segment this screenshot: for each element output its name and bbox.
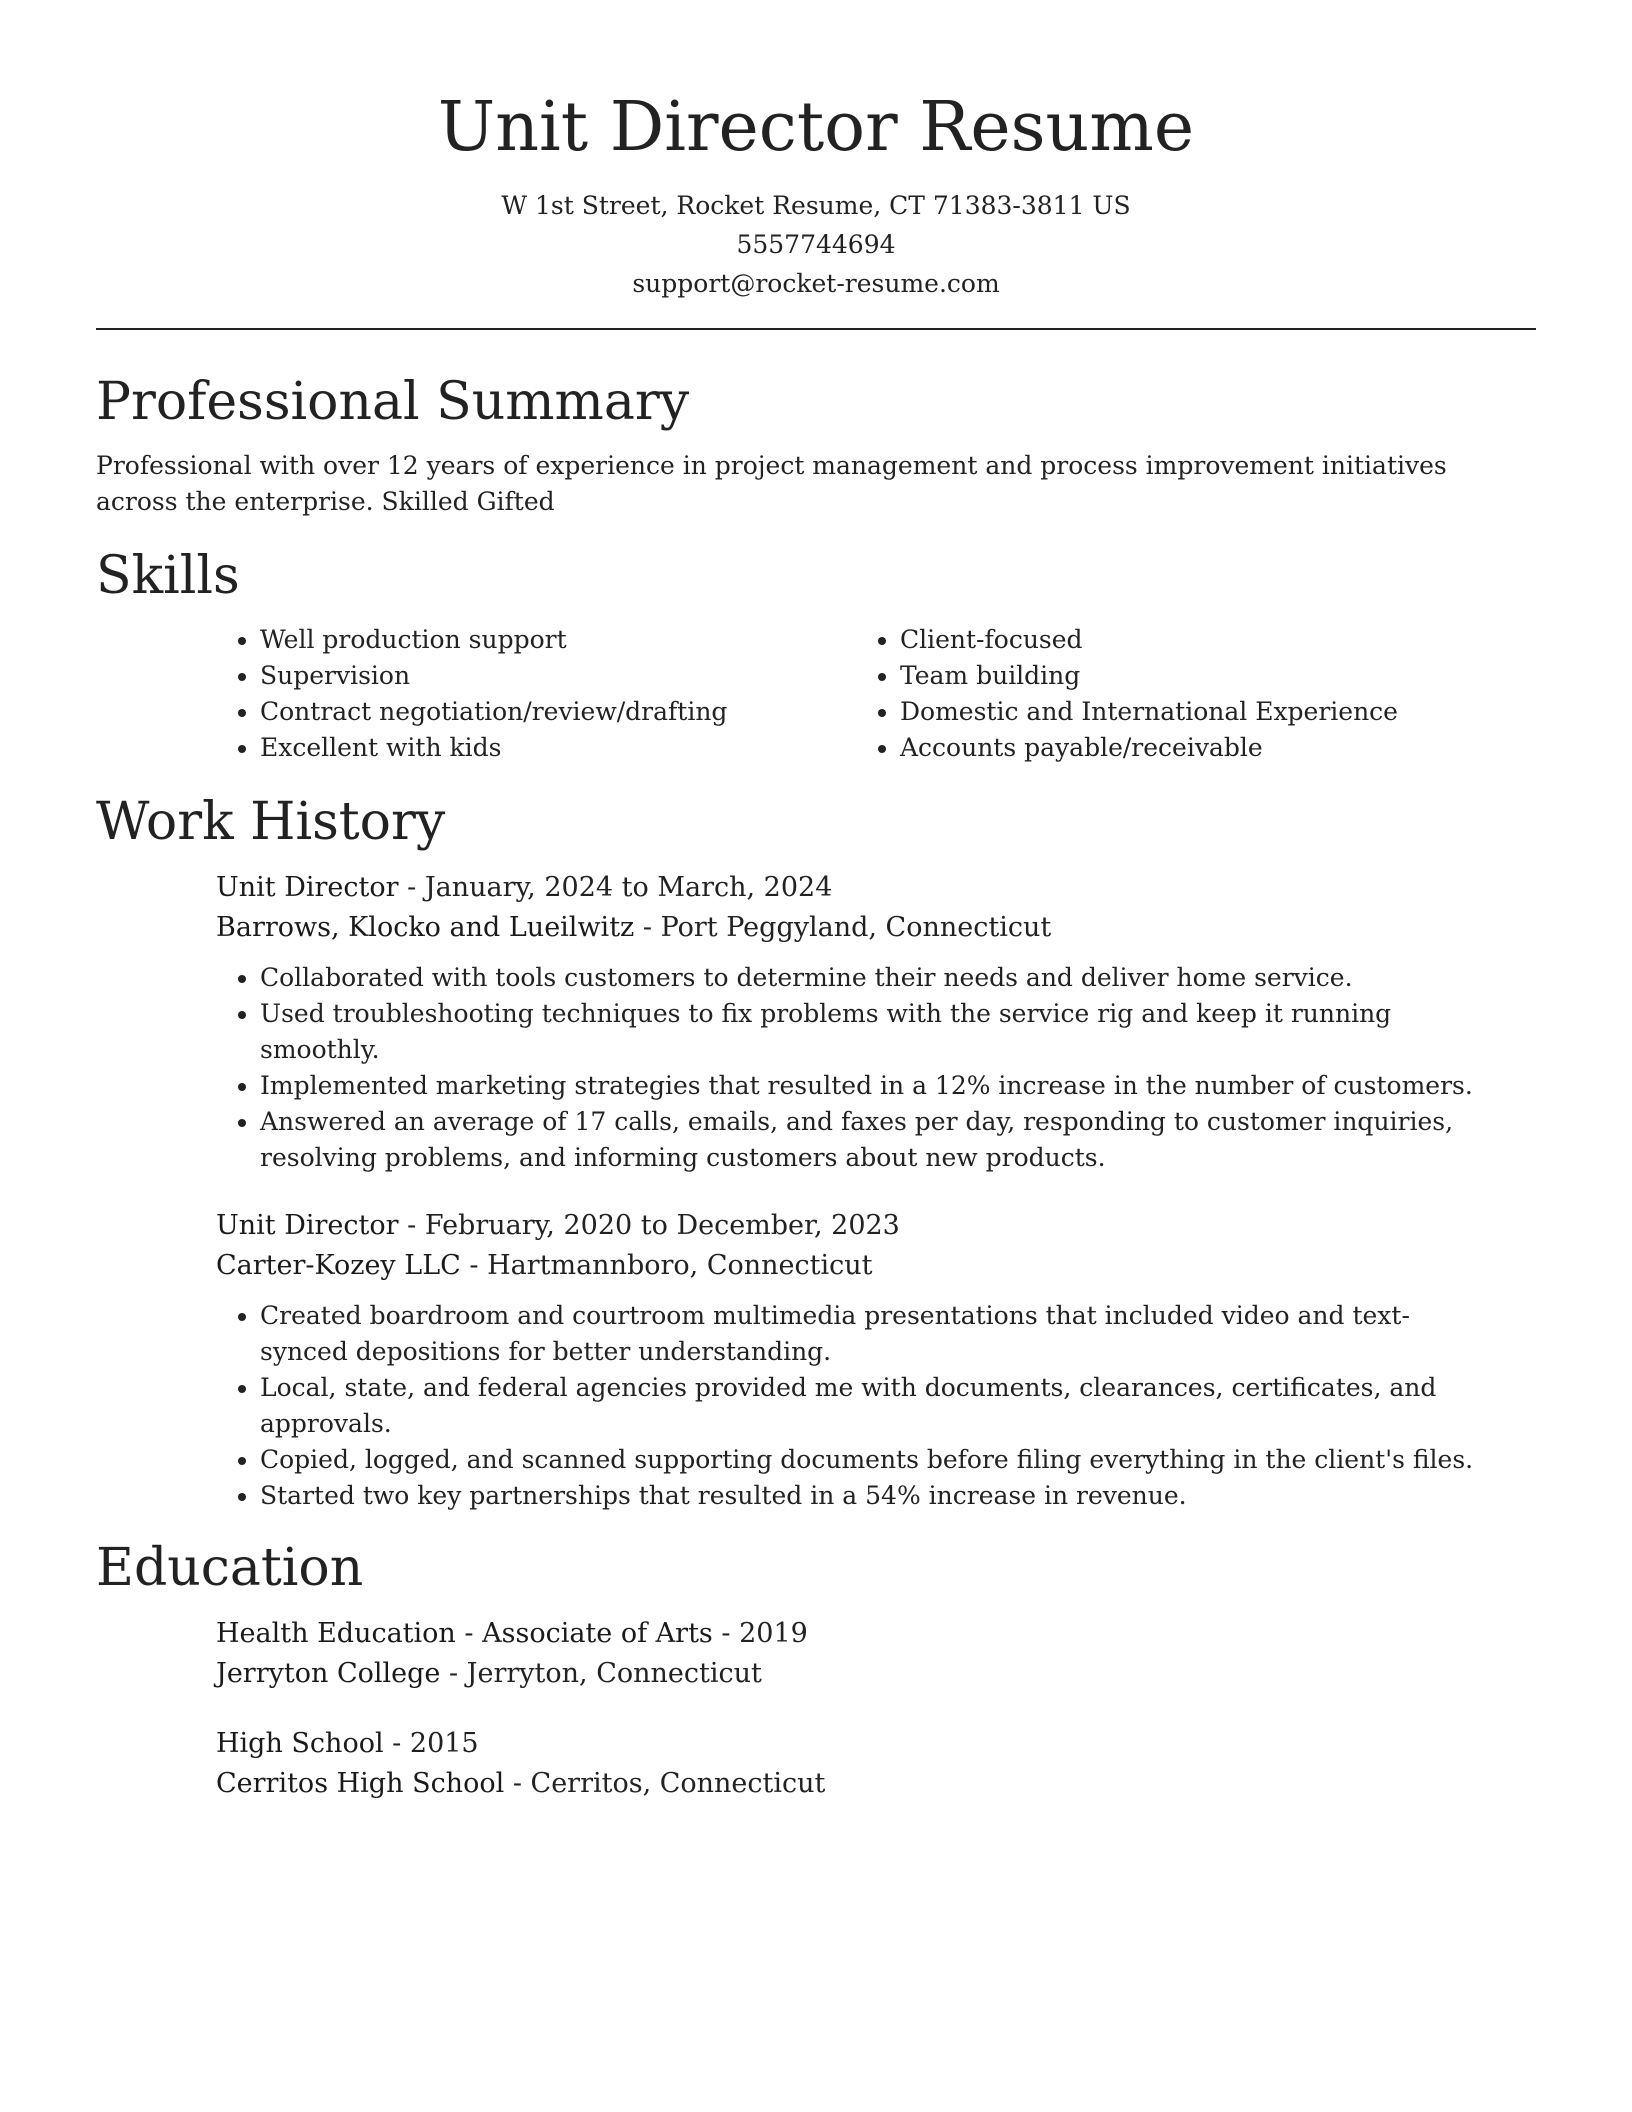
job-company-line: Barrows, Klocko and Lueilwitz - Port Peggyland, Connecticut — [216, 912, 1052, 943]
resume-header — [96, 0, 1536, 303]
resume-page — [96, 0, 1536, 1804]
education-field: Health Education — [216, 1618, 456, 1649]
job-bullet: • Created boardroom and courtroom multimedia presentations that included video and text-synced depositions for better understanding. — [260, 1298, 1496, 1370]
job-company-line: Carter-Kozey LLC - Hartmannboro, Connecticut — [216, 1250, 873, 1281]
education-section — [96, 1534, 1536, 1804]
job-location: Port Peggyland, Connecticut — [660, 912, 1052, 943]
skill-item: • Client-focused — [900, 622, 1496, 658]
job-bullet: • Collaborated with tools customers to determine their needs and deliver home service. — [260, 960, 1496, 996]
job-dates: February, 2020 to December, 2023 — [424, 1210, 900, 1241]
education-degree: High School — [216, 1728, 384, 1759]
work-history-heading: Work History — [96, 792, 446, 852]
contact-block — [96, 186, 1536, 303]
job-bullet: • Started two key partnerships that resulted in a 54% increase in revenue. — [260, 1478, 1496, 1514]
job-entry — [216, 868, 1496, 1176]
skills-section — [96, 542, 1536, 766]
job-bullet: • Answered an average of 17 calls, emails, and faxes per day, responding to customer inquiries, resolving problems, and informing customers about new products. — [260, 1104, 1496, 1176]
education-heading: Education — [96, 1538, 364, 1598]
education-entry — [216, 1614, 1496, 1694]
skills-grid — [216, 622, 1496, 766]
skill-item: • Supervision — [260, 658, 856, 694]
skills-list-left — [216, 622, 856, 766]
summary-text: Professional with over 12 years of experience in project management and process improvement initiatives across the enterprise. Skilled Gifted — [96, 451, 1447, 516]
education-year: 2019 — [739, 1618, 808, 1649]
job-bullets — [216, 1298, 1496, 1514]
education-location: Jerryton, Connecticut — [466, 1658, 762, 1689]
job-title-line: Unit Director - January, 2024 to March, 2024 — [216, 872, 833, 903]
skill-item: • Contract negotiation/review/drafting — [260, 694, 856, 730]
summary-section — [96, 368, 1536, 520]
job-entry — [216, 1206, 1496, 1514]
job-bullet: • Implemented marketing strategies that resulted in a 12% increase in the number of customers. — [260, 1068, 1496, 1104]
skills-list-right — [856, 622, 1496, 766]
contact-email: support@rocket-resume.com — [632, 269, 1000, 298]
job-location: Hartmannboro, Connecticut — [487, 1250, 873, 1281]
contact-address: W 1st Street, Rocket Resume, CT 71383-3811 US — [501, 191, 1131, 220]
education-degree-line: High School - 2015 — [216, 1728, 479, 1759]
job-bullets — [216, 960, 1496, 1176]
job-company: Barrows, Klocko and Lueilwitz — [216, 912, 635, 943]
job-dates: January, 2024 to March, 2024 — [424, 872, 833, 903]
skill-item: • Excellent with kids — [260, 730, 856, 766]
job-company: Carter-Kozey LLC — [216, 1250, 461, 1281]
education-degree-line: Health Education - Associate of Arts - 2019 — [216, 1618, 808, 1649]
job-title: Unit Director — [216, 872, 399, 903]
skill-item: • Domestic and International Experience — [900, 694, 1496, 730]
job-title-line: Unit Director - February, 2020 to December, 2023 — [216, 1210, 900, 1241]
education-school: Cerritos High School — [216, 1768, 505, 1799]
education-degree: Associate of Arts — [482, 1618, 713, 1649]
header-divider — [96, 328, 1536, 330]
skill-item: • Well production support — [260, 622, 856, 658]
job-bullet: • Used troubleshooting techniques to fix problems with the service rig and keep it running smoothly. — [260, 996, 1496, 1068]
resume-title: Unit Director Resume — [437, 88, 1195, 167]
education-year: 2015 — [409, 1728, 479, 1759]
education-school: Jerryton College — [216, 1658, 441, 1689]
skill-item: • Team building — [900, 658, 1496, 694]
education-school-line: Jerryton College - Jerryton, Connecticut — [216, 1658, 762, 1689]
contact-phone: 5557744694 — [736, 230, 896, 259]
education-school-line: Cerritos High School - Cerritos, Connecticut — [216, 1768, 826, 1799]
job-title: Unit Director — [216, 1210, 399, 1241]
job-bullet: • Local, state, and federal agencies provided me with documents, clearances, certificates, and approvals. — [260, 1370, 1496, 1442]
work-history-section — [96, 788, 1536, 1514]
skills-heading: Skills — [96, 546, 240, 606]
education-entry — [216, 1724, 1496, 1804]
job-bullet: • Copied, logged, and scanned supporting documents before filing everything in the client's files. — [260, 1442, 1496, 1478]
education-location: Cerritos, Connecticut — [530, 1768, 826, 1799]
skill-item: • Accounts payable/receivable — [900, 730, 1496, 766]
summary-heading: Professional Summary — [96, 372, 690, 432]
